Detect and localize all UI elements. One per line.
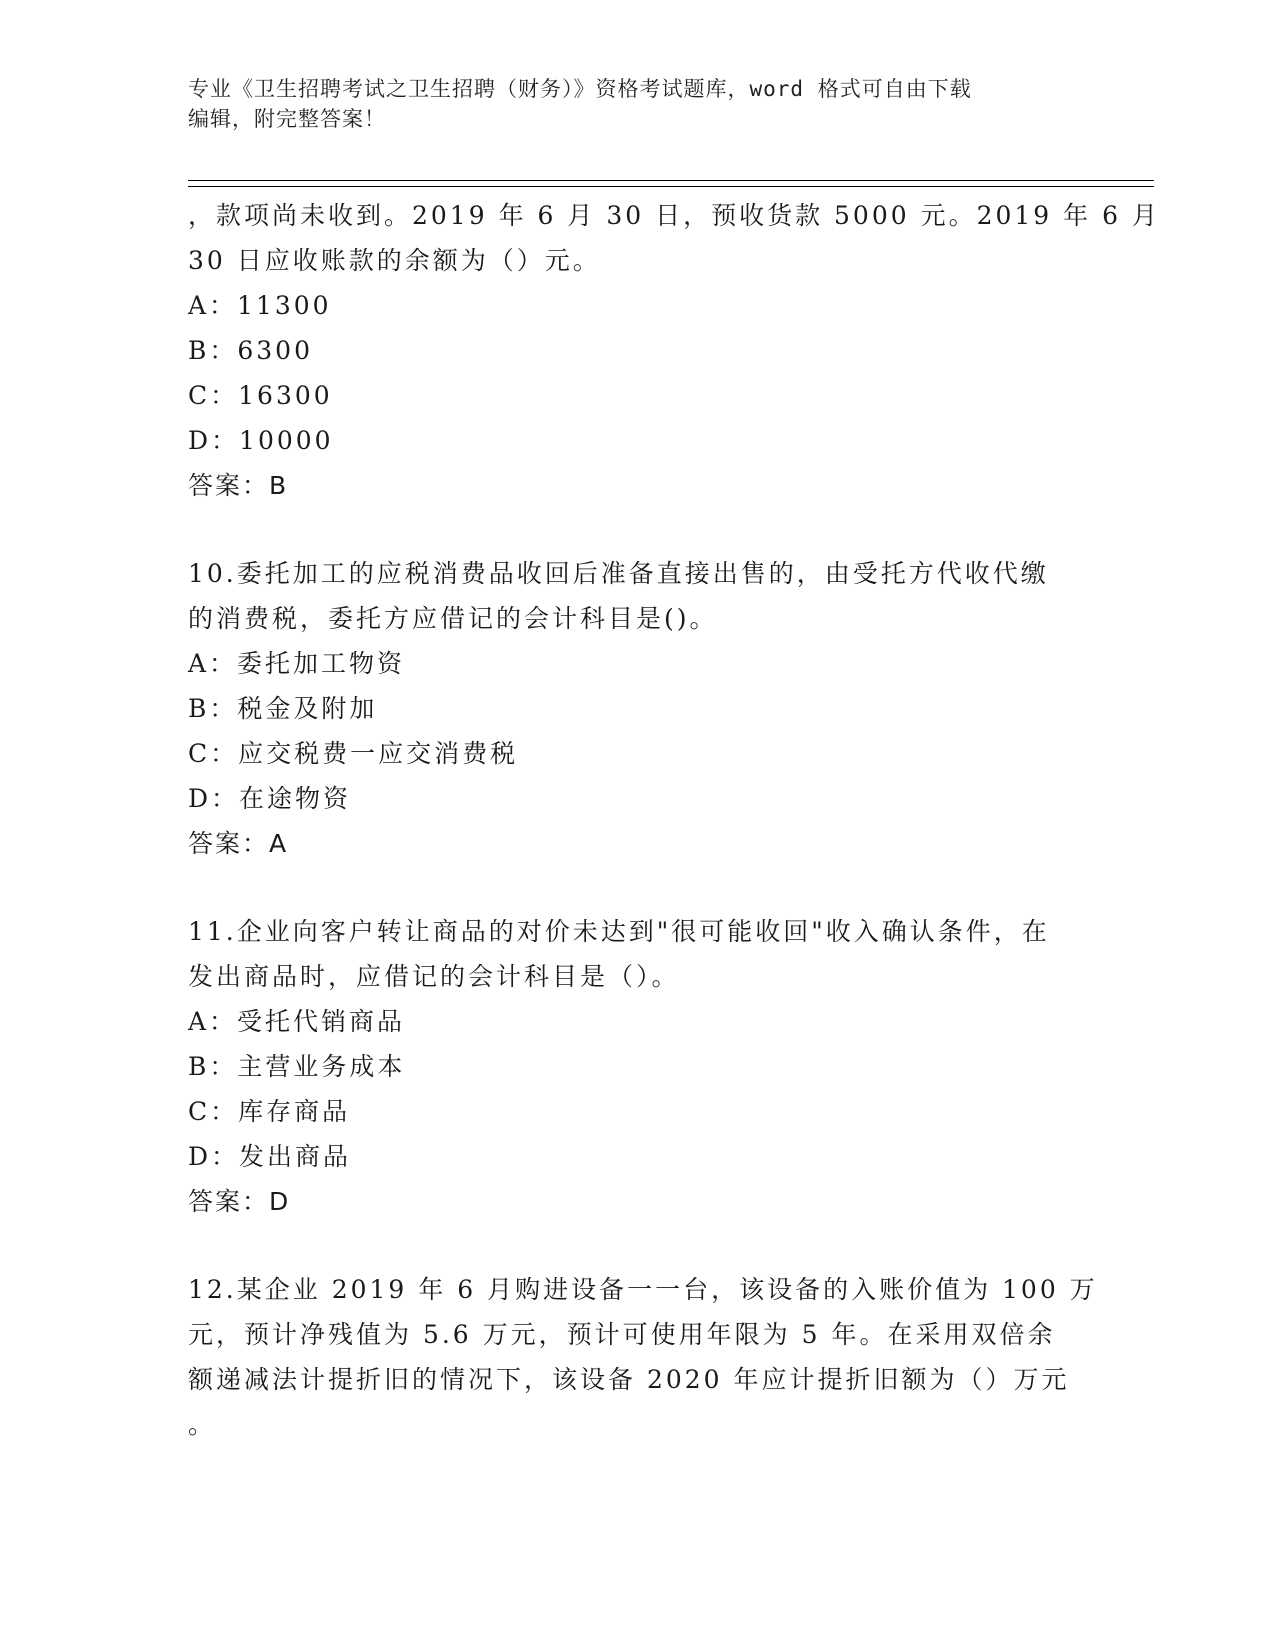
option-d: D：10000: [188, 426, 334, 455]
question-text-line: 30 日应收账款的余额为（）元。: [188, 246, 601, 275]
answer-label: 答案：D: [188, 1187, 291, 1216]
question-text-line: 发出商品时，应借记的会计科目是（）。: [188, 962, 680, 991]
question-10: [188, 551, 1068, 866]
option-a: A：受托代销商品: [188, 1007, 406, 1036]
question-12: [188, 1267, 1098, 1447]
header-line-2: 编辑，附完整答案！: [188, 107, 386, 131]
question-9-tail: [188, 193, 1160, 508]
option-d: D：在途物资: [188, 784, 352, 813]
question-text-line: ，款项尚未收到。2019 年 6 月 30 日，预收货款 5000 元。2019 年 6 月: [188, 201, 1160, 230]
option-a: A：11300: [188, 291, 332, 320]
document-header: [188, 74, 1068, 134]
option-b: B：6300: [188, 336, 313, 365]
option-c: C：应交税费一应交消费税: [188, 739, 519, 768]
question-11: [188, 909, 1068, 1224]
document-page: [188, 74, 1160, 1447]
question-text-line: 。: [188, 1410, 217, 1439]
header-divider: [188, 180, 1154, 187]
option-b: B：主营业务成本: [188, 1052, 406, 1081]
question-text-line: 元，预计净残值为 5.6 万元，预计可使用年限为 5 年。在采用双倍余: [188, 1320, 1056, 1349]
option-d: D：发出商品: [188, 1142, 352, 1171]
question-text-line: 10.委托加工的应税消费品收回后准备直接出售的，由受托方代收代缴: [188, 559, 1049, 588]
option-c: C：库存商品: [188, 1097, 351, 1126]
answer-label: 答案：B: [188, 471, 289, 500]
option-c: C：16300: [188, 381, 333, 410]
question-text-line: 12.某企业 2019 年 6 月购进设备一一台，该设备的入账价值为 100 万: [188, 1275, 1098, 1304]
header-line-1: 专业《卫生招聘考试之卫生招聘（财务）》资格考试题库，word 格式可自由下载: [188, 77, 972, 101]
option-b: B：税金及附加: [188, 694, 378, 723]
question-text-line: 的消费税，委托方应借记的会计科目是()。: [188, 604, 718, 633]
option-a: A：委托加工物资: [188, 649, 406, 678]
question-list: [188, 193, 1160, 1447]
question-text-line: 额递减法计提折旧的情况下，该设备 2020 年应计提折旧额为（）万元: [188, 1365, 1070, 1394]
question-text-line: 11.企业向客户转让商品的对价未达到"很可能收回"收入确认条件，在: [188, 917, 1050, 946]
answer-label: 答案：A: [188, 829, 289, 858]
